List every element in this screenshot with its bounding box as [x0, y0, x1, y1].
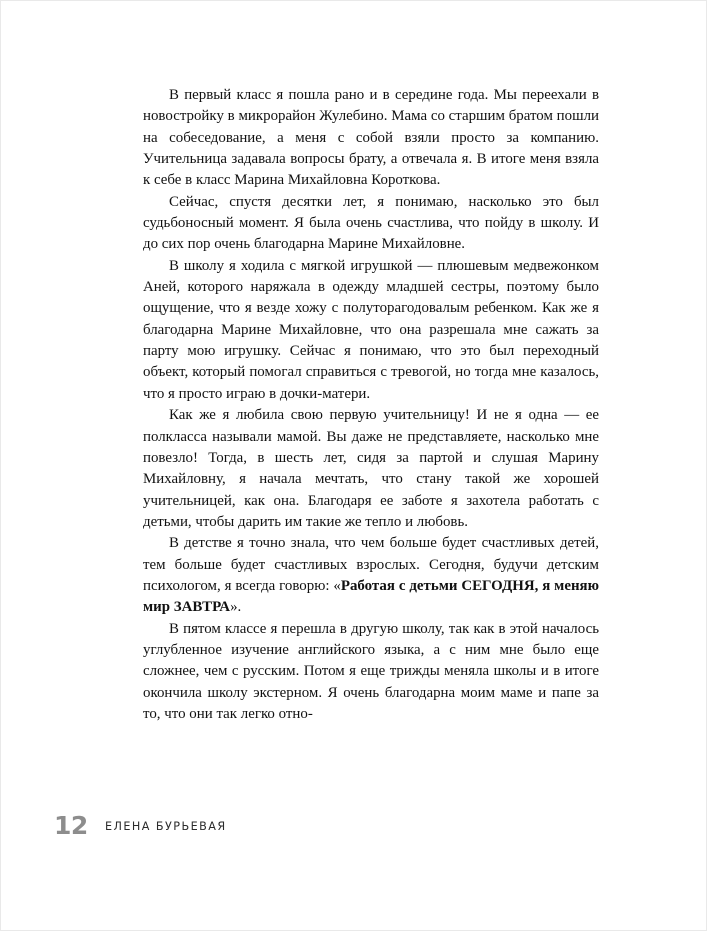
body-paragraph-6: В пятом классе я перешла в другую школу, так как в этой началось углубленное изучение английского языка, а с ним мне было еще сложнее, чем с русским. Потом я еще трижды меняла школы и в итоге окончила школу экстерном. Я очень благодарна моим маме и папе за то, что они так легко отно- [143, 620, 599, 722]
body-paragraph-1: В первый класс я пошла рано и в середине года. Мы переехали в новостройку в микрорайон Жулебино. Мама со старшим братом пошли на собеседование, а меня с собой взяли просто за компанию. Учительница задавала вопросы брату, а отвечала я. В итоге меня взяла к себе в класс Марина Михайловна Короткова. [143, 87, 599, 189]
body-paragraph-5 [143, 533, 599, 618]
body-paragraph-3: В школу я ходила с мягкой игрушкой — плюшевым медвежонком Аней, которого наряжала в одежду младшей сестры, поэтому было ощущение, что я везде хожу с полуторагодовалым ребенком. Как же я благодарна Марине Михайловне, что она разрешала мне сажать за парту мою игрушку. Сейчас я понимаю, что это был переходный объект, который помогал справиться с тревогой, но тогда мне казалось, что я просто играю в дочки-матери. [143, 257, 599, 402]
page-footer [1, 811, 707, 851]
body-paragraph-4: Как же я любила свою первую учительницу! И не я одна — ее полкласса называли мамой. Вы даже не представляете, насколько мне повезло! Тогда, в шесть лет, сидя за партой и слушая Марину Михайловну, я начала мечтать, что стану такой же хорошей учительницей, как она. Благодаря ее заботе я захотела работать с детьми, чтобы дарить им такие же тепло и любовь. [143, 407, 599, 530]
paragraph-5-bold-quote: Работая с детьми СЕГОДНЯ, я меняю мир ЗАВТРА [143, 577, 599, 616]
paragraph-5-tail-text: ». [230, 599, 242, 616]
paragraph-5-lead-text: В детстве я точно знала, что чем больше будет счастливых детей, тем больше будет счастливых взрослых. Сегодня, будучи детским психологом, я всегда говорю: « [143, 535, 599, 594]
page-text-block [143, 85, 599, 725]
running-head-author: ЕЛЕНА БУРЬЕВАЯ [105, 820, 227, 833]
page-number: 12 [54, 811, 88, 840]
body-paragraph-2: Сейчас, спустя десятки лет, я понимаю, насколько это был судьбоносный момент. Я была очень счастлива, что пойду в школу. И до сих пор очень благодарна Марине Михайловне. [143, 193, 599, 253]
